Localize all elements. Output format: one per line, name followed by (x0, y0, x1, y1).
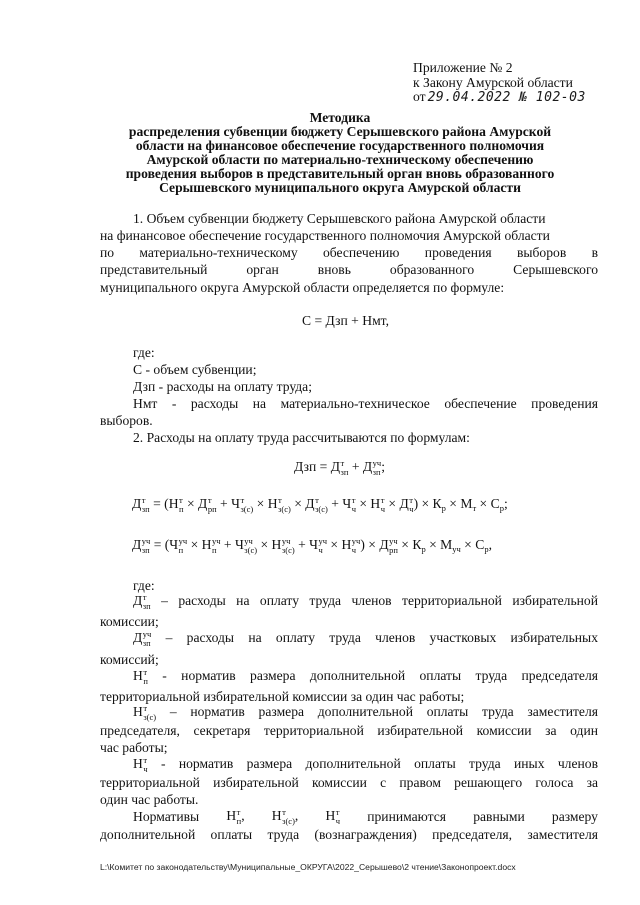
formula-dzp: Дзп = Д т зп + Д уч зп ; (294, 458, 385, 477)
title-line: Методика (309, 110, 371, 125)
appendix-header (413, 61, 586, 106)
definition-nzs-cont: председателя, секретаря территориальной избирательной комиссии за один (100, 723, 598, 738)
definition-np-cont: территориальной избирательной комиссии за один час работы; (100, 689, 465, 704)
section1-line: 1. Объем субвенции бюджету Серышевского района Амурской области (133, 211, 546, 226)
normatives-line: Нормативы Н т п , Н т з(с) , Н т ч принимаются равными размеру (133, 807, 598, 826)
section1-line: муниципального округа Амурской области определяется по формуле: (100, 280, 505, 295)
formula-dzp-t: Д т зп = (Н т п × Д т рп + Ч т з(с) × Н т з(с) × Д т з(с) + Ч т ч × Н т ч × Д т ч ) × $К_р \times М_т \times С_р$; (132, 495, 508, 514)
section2-intro: 2. Расходы на оплату труда рассчитываются по формулам: (133, 430, 470, 445)
definition-dzp: Дзп - расходы на оплату труда; (133, 379, 312, 394)
definition-nzs-cont2: час работы; (100, 740, 168, 755)
definition-nch-cont2: один час работы. (100, 792, 199, 807)
definition-nmt-cont: выборов. (100, 413, 153, 428)
definition-dzp-t: Д т зп – расходы на оплату труда членов территориальной избирательной (133, 592, 598, 611)
definition-c: С - объем субвенции; (133, 362, 257, 377)
title-line: Серышевского муниципального округа Амурской области (159, 180, 521, 195)
handwritten-date-number: 29.04.2022 № 102-03 (427, 90, 586, 105)
definition-nzs: Н т з(с) – норматив размера дополнительной оплаты труда заместителя (133, 703, 598, 722)
definition-dzp-uch-cont: комиссий; (100, 652, 159, 667)
norm-nch: Н т ч (325, 807, 341, 826)
title-line: проведения выборов в представительный орган вновь образованного (125, 166, 555, 181)
title-line: распределения субвенции бюджету Серышевского района Амурской (128, 124, 552, 139)
normatives-line-cont: дополнительной оплаты труда (вознаграждения) председателя, заместителя (100, 827, 598, 842)
definition-dzp-t-cont: комиссии; (100, 614, 159, 629)
definition-dzp-uch: Д уч зп – расходы на оплату труда членов участковых избирательных (133, 629, 598, 648)
norm-nzs: Н т з(с) , (271, 807, 299, 826)
where-label: где: (133, 345, 155, 360)
section1-line: представительный орган вновь образованного Серышевского (100, 262, 598, 277)
definition-nch: Н т ч - норматив размера дополнительной оплаты труда иных членов (133, 755, 598, 774)
file-path-footer: L:\Комитет по законодательству\Муниципальные_ОКРУГА\2022_Серышево\2 чтение\Законопроект.docx (100, 862, 516, 872)
appendix-number: Приложение № 2 (413, 60, 513, 75)
definition-nmt: Нмт - расходы на материально-техническое обеспечение проведения (133, 396, 598, 411)
appendix-date-prefix: от (413, 89, 426, 104)
title-line: Амурской области по материально-техническому обеспечению (146, 152, 534, 167)
definition-nch-cont: территориальной избирательной комиссии с правом решающего голоса за (100, 775, 598, 790)
document-title (100, 111, 580, 195)
formula-dzp-uch: Д уч зп = (Ч уч п × Н уч п + Ч уч з(с) × Н уч з(с) + Ч уч ч × Н уч ч ) × Д уч рп × $К_р \times М_{уч} \times С_р$, (132, 536, 492, 555)
appendix-date-line (413, 90, 586, 106)
section1-line: по материально-техническому обеспечению проведения выборов в (100, 245, 598, 260)
title-line: области на финансовое обеспечение государственного полномочия (135, 138, 545, 153)
where-label-2: где: (133, 578, 155, 593)
formula-subsidy: С = Дзп + Нмт, (302, 313, 389, 328)
appendix-law: к Закону Амурской области (413, 74, 573, 90)
definition-np: Н т п - норматив размера дополнительной оплаты труда председателя (133, 667, 598, 686)
norm-np: Н т п , (226, 807, 245, 826)
section1-line: на финансовое обеспечение государственного полномочия Амурской области (100, 228, 550, 243)
